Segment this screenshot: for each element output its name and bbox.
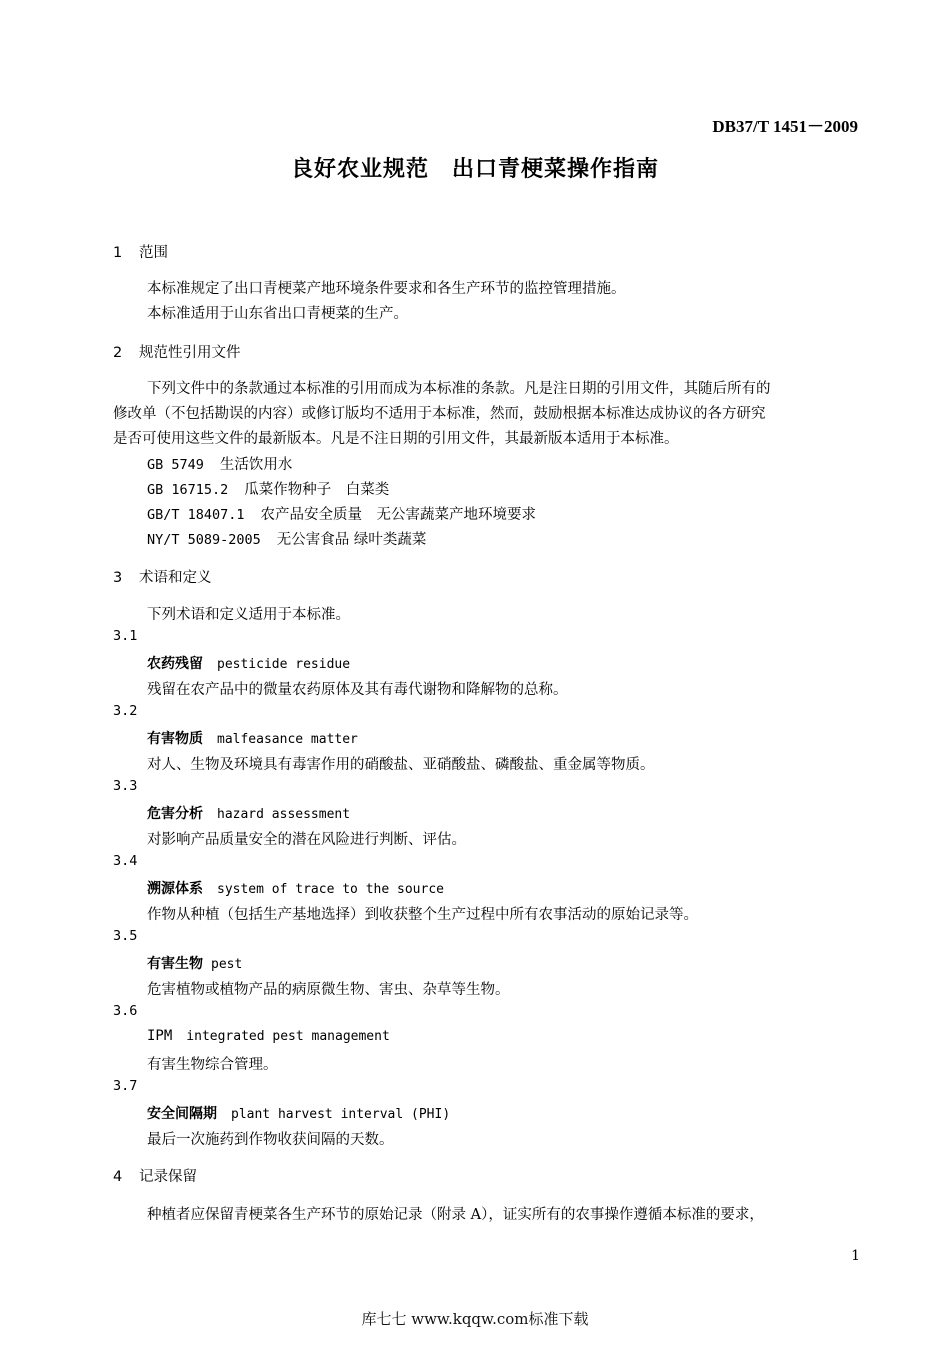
section-number: 1 (113, 245, 123, 261)
term-entry (147, 1103, 450, 1123)
clause-number: 3.4 (113, 853, 138, 869)
paragraph: 下列术语和定义适用于本标准。 (147, 607, 350, 623)
term-definition: 最后一次施药到作物收获间隔的天数。 (147, 1132, 394, 1148)
term-english: pesticide residue (217, 657, 351, 672)
term-english: malfeasance matter (217, 732, 358, 747)
section-number: 2 (113, 345, 123, 361)
document-title: 良好农业规范 出口青梗菜操作指南 (290, 157, 659, 182)
document-number: DB37/T 1451－2009 (712, 117, 858, 136)
footer-watermark: 库七七 www.kqqw.com标准下载 (361, 1310, 589, 1328)
reference-name: 生活饮用水 (219, 457, 293, 473)
reference-name: 农产品安全质量 无公害蔬菜产地环境要求 (260, 507, 537, 523)
section-4-heading (113, 1165, 197, 1186)
paragraph: 下列文件中的条款通过本标准的引用而成为本标准的条款。凡是注日期的引用文件，其随后所有的 (147, 381, 771, 397)
term-chinese: 安全间隔期 (147, 1106, 217, 1122)
section-title: 记录保留 (139, 1169, 197, 1185)
section-number: 4 (113, 1169, 123, 1185)
term-chinese: 溯源体系 (147, 881, 203, 897)
clause-number: 3.2 (113, 703, 138, 719)
reference-code: NY/T 5089-2005 (147, 532, 261, 548)
reference-item (147, 528, 426, 549)
paragraph: 本标准适用于山东省出口青梗菜的生产。 (147, 306, 408, 322)
term-definition: 危害植物或植物产品的病原微生物、害虫、杂草等生物。 (147, 982, 510, 998)
section-number: 3 (113, 570, 123, 586)
clause-number: 3.7 (113, 1078, 138, 1094)
term-entry (147, 803, 350, 823)
term-definition: 有害生物综合管理。 (147, 1057, 278, 1073)
term-english: pest (211, 957, 243, 972)
section-3-heading (113, 566, 212, 587)
term-english: integrated pest management (186, 1029, 390, 1044)
reference-item (147, 503, 536, 524)
term-english: plant harvest interval (PHI) (231, 1107, 451, 1122)
term-chinese: 农药残留 (147, 656, 203, 672)
term-english: hazard assessment (217, 807, 351, 822)
clause-number: 3.5 (113, 928, 138, 944)
term-chinese: 有害物质 (147, 731, 203, 747)
paragraph: 修改单（不包括勘误的内容）或修订版均不适用于本标准，然而，鼓励根据本标准达成协议的各方研究 (113, 406, 766, 422)
reference-name: 瓜菜作物种子 白菜类 (244, 482, 390, 498)
paragraph: 种植者应保留青梗菜各生产环节的原始记录（附录 A），证实所有的农事操作遵循本标准的要求， (147, 1207, 764, 1223)
reference-code: GB 5749 (147, 457, 204, 473)
paragraph: 是否可使用这些文件的最新版本。凡是不注日期的引用文件，其最新版本适用于本标准。 (113, 431, 679, 447)
page-number: 1 (851, 1248, 860, 1264)
reference-code: GB 16715.2 (147, 482, 229, 498)
term-entry (147, 878, 444, 898)
section-2-heading (113, 341, 241, 362)
term-entry (147, 953, 242, 973)
reference-item (147, 478, 389, 499)
term-definition: 残留在农产品中的微量农药原体及其有毒代谢物和降解物的总称。 (147, 682, 568, 698)
term-chinese: 危害分析 (147, 806, 203, 822)
section-title: 范围 (139, 245, 168, 261)
reference-name: 无公害食品 绿叶类蔬菜 (276, 532, 427, 548)
reference-code: GB/T 18407.1 (147, 507, 245, 523)
term-entry (147, 1028, 390, 1044)
section-title: 术语和定义 (139, 570, 212, 586)
term-english: system of trace to the source (217, 882, 444, 897)
clause-number: 3.6 (113, 1003, 138, 1019)
term-chinese: IPM (147, 1028, 173, 1044)
term-entry (147, 653, 350, 673)
section-title: 规范性引用文件 (139, 345, 241, 361)
paragraph: 本标准规定了出口青梗菜产地环境条件要求和各生产环节的监控管理措施。 (147, 281, 626, 297)
term-entry (147, 728, 358, 748)
clause-number: 3.3 (113, 778, 138, 794)
term-definition: 对人、生物及环境具有毒害作用的硝酸盐、亚硝酸盐、磷酸盐、重金属等物质。 (147, 757, 655, 773)
clause-number: 3.1 (113, 628, 138, 644)
term-chinese: 有害生物 (147, 956, 203, 972)
reference-item (147, 453, 292, 474)
term-definition: 对影响产品质量安全的潜在风险进行判断、评估。 (147, 832, 466, 848)
section-1-heading (113, 241, 168, 262)
term-definition: 作物从种植（包括生产基地选择）到收获整个生产过程中所有农事活动的原始记录等。 (147, 907, 698, 923)
